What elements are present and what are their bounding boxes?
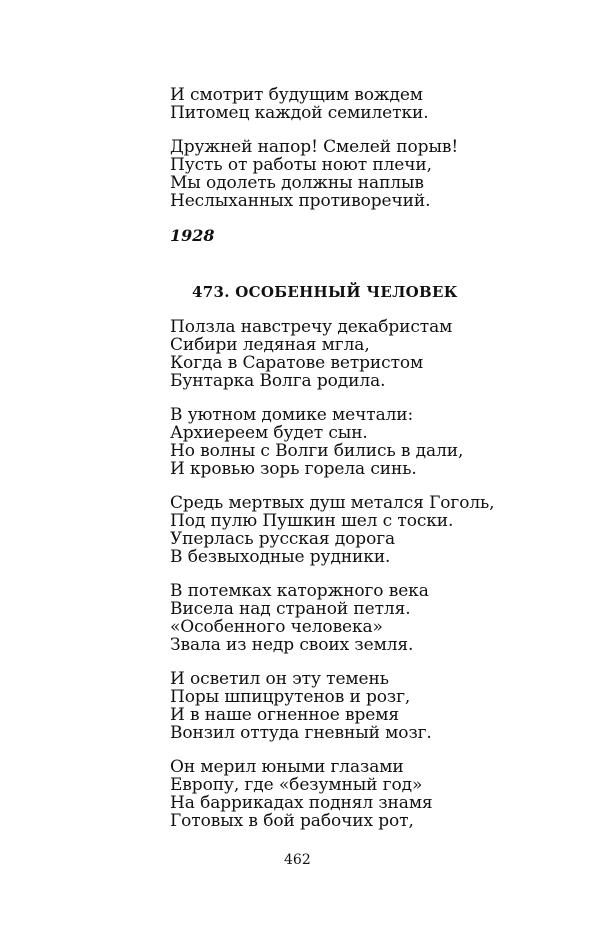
verse-line: Когда в Саратове ветристом xyxy=(170,353,424,373)
verse-line: На баррикадах поднял знамя xyxy=(170,793,433,813)
verse-line: Под пулю Пушкин шел с тоски. xyxy=(170,511,454,531)
stanza xyxy=(170,758,490,830)
verse-line: Дружней напор! Смелей порыв! xyxy=(170,137,459,157)
stanza xyxy=(170,582,490,654)
stanza xyxy=(170,86,470,122)
verse-line: Неслыханных противоречий. xyxy=(170,191,431,211)
verse-line: Бунтарка Волга родила. xyxy=(170,371,386,391)
verse-line: «Особенного человека» xyxy=(170,617,383,637)
stanza xyxy=(170,406,490,478)
verse-line: Европу, где «безумный год» xyxy=(170,775,423,795)
verse-line: Поры шпицрутенов и розг, xyxy=(170,687,411,707)
verse-line: Питомец каждой семилетки. xyxy=(170,103,429,123)
stanza xyxy=(170,318,490,390)
stanza xyxy=(170,670,490,742)
stanza xyxy=(170,493,495,567)
verse-line: Средь мертвых душ метался Гоголь, xyxy=(170,493,495,513)
poem-body xyxy=(170,317,495,846)
verse-line: И кровью зорь горела синь. xyxy=(170,459,417,479)
verse-line: Звала из недр своих земля. xyxy=(170,635,414,655)
verse-line: В безвыходные рудники. xyxy=(170,547,391,567)
verse-line: Но волны с Волги бились в дали, xyxy=(170,441,464,461)
stanza xyxy=(170,138,470,210)
verse-line: Вонзил оттуда гневный мозг. xyxy=(170,723,432,743)
verse-line: Он мерил юными глазами xyxy=(170,757,404,777)
verse-line: Ползла навстречу декабристам xyxy=(170,317,453,337)
page-number: 462 xyxy=(284,852,311,868)
verse-line: Готовых в бой рабочих рот, xyxy=(170,811,414,831)
verse-line: В уютном домике мечтали: xyxy=(170,405,414,425)
poem-title: 473. ОСОБЕННЫЙ ЧЕЛОВЕК xyxy=(192,283,458,301)
verse-line: Сибири ледяная мгла, xyxy=(170,335,370,355)
poem-ending xyxy=(170,86,470,245)
verse-line: И смотрит будущим вождем xyxy=(170,85,423,105)
verse-line: Мы одолеть должны наплыв xyxy=(170,173,424,193)
verse-line: В потемках каторжного века xyxy=(170,581,429,601)
verse-line: Архиереем будет сын. xyxy=(170,423,368,443)
verse-line: Висела над страной петля. xyxy=(170,599,411,619)
verse-line: Уперлась русская дорога xyxy=(170,529,396,549)
verse-line: И осветил он эту темень xyxy=(170,669,389,689)
verse-line: И в наше огненное время xyxy=(170,705,399,725)
poem-date: 1928 xyxy=(170,226,215,245)
verse-line: Пусть от работы ноют плечи, xyxy=(170,155,432,175)
